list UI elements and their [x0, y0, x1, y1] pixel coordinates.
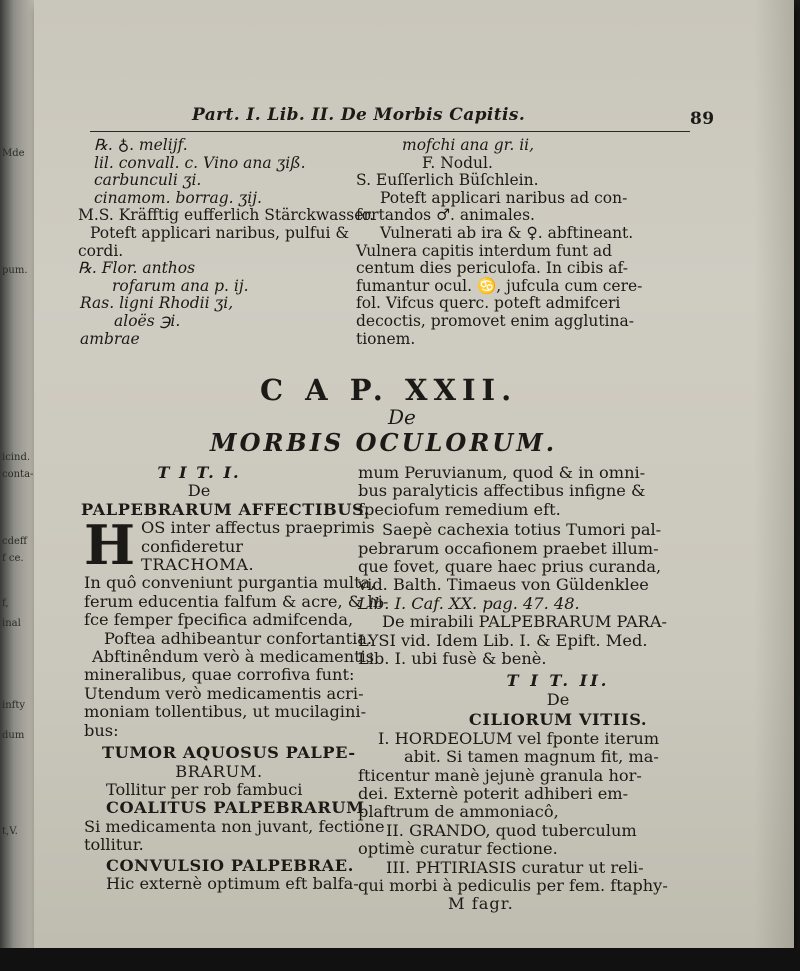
prescription-block-left [78, 136, 375, 348]
body-line: LYSI vid. Idem Lib. I. & Epift. Med. [358, 630, 648, 650]
prescription-line: Ras. ligni Rhodii ʒi, [80, 294, 234, 313]
body-line: Lib. I. ubi fusè & benè. [358, 649, 547, 669]
body-line: Lib. I. Caf. XX. pag. 47. 48. [358, 593, 580, 613]
title-number: T I T. II. [506, 671, 610, 691]
section-title-continued: BRARUM. [175, 761, 263, 781]
body-line: dei. Externè poterit adhiberi em- [358, 783, 629, 803]
page-shading [754, 0, 794, 948]
opening-paragraph [84, 513, 375, 578]
body-line: fol. Vifcus querc. poteft admifceri [356, 294, 621, 313]
prescription-line: carbunculi ʒi. [94, 171, 202, 190]
body-line: De mirabili PALPEBRARUM PARA- [382, 612, 667, 632]
body-line: mineralibus, quae corrofiva funt: [84, 665, 355, 685]
body-line: OS inter affectus praeprimis [141, 518, 375, 538]
margin-fragment: dum [2, 730, 25, 741]
section-title: TUMOR AQUOSUS PALPE- [102, 743, 356, 763]
prescription-line: cinamom. borrag. ʒij. [94, 188, 262, 207]
body-line: fpeciofum remedium eft. [358, 499, 561, 519]
body-line: Poftea adhibeantur confortantia. [104, 628, 373, 648]
prescription-line: S. Euſſerlich Büſchlein. [356, 171, 539, 190]
chapter-subject: MORBIS OCULORUM. [210, 428, 558, 457]
previous-page-edge [0, 0, 34, 971]
body-line: Hic externè optimum eft balfa- [106, 873, 359, 893]
body-line: Utendum verò medicamentis acri- [84, 683, 364, 703]
prescription-line: Poteft applicari naribus, pulfui & [90, 223, 350, 242]
body-line: tollitur. [84, 835, 144, 855]
body-line: fce femper fpecifica admifcenda, [84, 610, 354, 630]
section-title: CILIORUM VITIIS. [468, 710, 648, 730]
margin-fragment: inal [2, 618, 21, 629]
section-title: PALPEBRARUM AFFECTIBUS. [81, 499, 370, 519]
prescription-line: lil. convall. c. Vino ana ʒiß. [94, 153, 306, 172]
body-line: decoctis, promovet enim agglutina- [356, 311, 634, 330]
margin-fragment: f, [2, 598, 9, 609]
prescription-line: rofarum ana p. ij. [112, 276, 249, 295]
body-line: Vulnera capitis interdum funt ad [356, 241, 613, 260]
body-line: Si medicamenta non juvant, fectione [84, 816, 385, 836]
prescription-line: M.S. Kräfftig eufferlich Stärckwasser. [78, 206, 375, 225]
body-line: mum Peruvianum, quod & in omni- [358, 463, 646, 482]
section-title: COALITUS PALPEBRARUM [106, 798, 365, 818]
body-line: confideretur [141, 536, 243, 556]
prescription-line: mofchi ana gr. ii, [402, 136, 535, 154]
body-line: que fovet, quare haec prius curanda, [358, 557, 662, 577]
header-rule [90, 131, 690, 132]
body-line: Abftinêndum verò à medicamentis [92, 647, 375, 667]
margin-fragment: pum. [2, 265, 28, 276]
margin-fragment: infty [2, 700, 26, 711]
left-column [81, 463, 389, 893]
body-line: bus: [84, 720, 119, 740]
prescription-line: F. Nodul. [422, 153, 493, 172]
body-line: centum dies periculofa. In cibis af- [356, 259, 628, 278]
prescription-line: ℞. Flor. anthos [78, 259, 196, 278]
body-line: qui morbi à pediculis per fem. ftaphy- [358, 875, 668, 895]
body-line: fticentur manè jejunè granula hor- [358, 765, 642, 785]
body-line: Saepè cachexia totius Tumori pal- [382, 520, 662, 540]
body-line: In quô conveniunt purgantia multa, [84, 573, 376, 593]
body-line: II. GRANDO, quod tuberculum [386, 820, 637, 840]
chapter-de: De [388, 405, 416, 429]
body-line: Vulnerati ab ira & ♀. abftineant. [380, 223, 634, 242]
body-line: ferum educentia falfum & acre, & hi- [84, 591, 389, 611]
body-line: moniam tollentibus, ut mucilagini- [84, 702, 367, 722]
margin-fragment: icind. [2, 452, 31, 463]
body-line: fumantur ocul. ♋, jufcula cum cere- [356, 276, 643, 295]
body-line: I. HORDEOLUM vel fponte iterum [378, 728, 660, 748]
catchword-line: M fagr. [448, 894, 514, 914]
page-number: 89 [690, 109, 715, 129]
running-head-text: Part. I. Lib. II. De Morbis Capitis. [192, 105, 526, 125]
prescription-line: cordi. [78, 241, 124, 260]
margin-fragment: conta- [2, 469, 34, 480]
right-column [358, 464, 758, 914]
section-title: CONVULSIO PALPEBRAE. [106, 855, 354, 875]
body-line: Poteft applicari naribus ad con- [380, 188, 628, 207]
title-number: T I T. I. [157, 463, 241, 482]
body-line: pebrarum occafionem praebet illum- [358, 538, 659, 558]
body-line: III. PHTIRIASIS curatur ut reli- [386, 857, 644, 877]
body-line: Tollitur per rob fambuci [106, 779, 303, 799]
running-head [150, 103, 750, 131]
margin-fragment: Mde [2, 148, 25, 159]
body-line: vid. Balth. Timaeus von Güldenklee [358, 575, 649, 595]
prescription-line: ℞. ♁. melijf. [94, 136, 188, 154]
margin-fragment: f ce. [2, 553, 24, 564]
prescription-line: aloës ℈i. [114, 311, 181, 330]
margin-fragment: cdeff [2, 536, 28, 547]
drop-cap: H [84, 513, 136, 578]
section-de: De [187, 481, 211, 501]
bottom-shadow [0, 948, 800, 971]
body-line: abit. Si tamen magnum fit, ma- [404, 747, 659, 767]
body-line: fortandos ♂. animales. [356, 206, 535, 225]
subheading: TRACHOMA. [141, 555, 255, 575]
body-line: optimè curatur fectione. [358, 839, 558, 859]
chapter-heading: C A P. XXII. [260, 373, 518, 407]
body-line: bus paralyticis affectibus infigne & [358, 481, 646, 501]
body-line: plaftrum de ammoniacô, [358, 802, 559, 822]
prescription-block-right [356, 136, 750, 348]
margin-fragment: t,V. [2, 826, 18, 837]
prescription-line: ambrae [80, 329, 140, 348]
body-line: tionem. [356, 329, 416, 348]
section-de: De [546, 689, 570, 709]
